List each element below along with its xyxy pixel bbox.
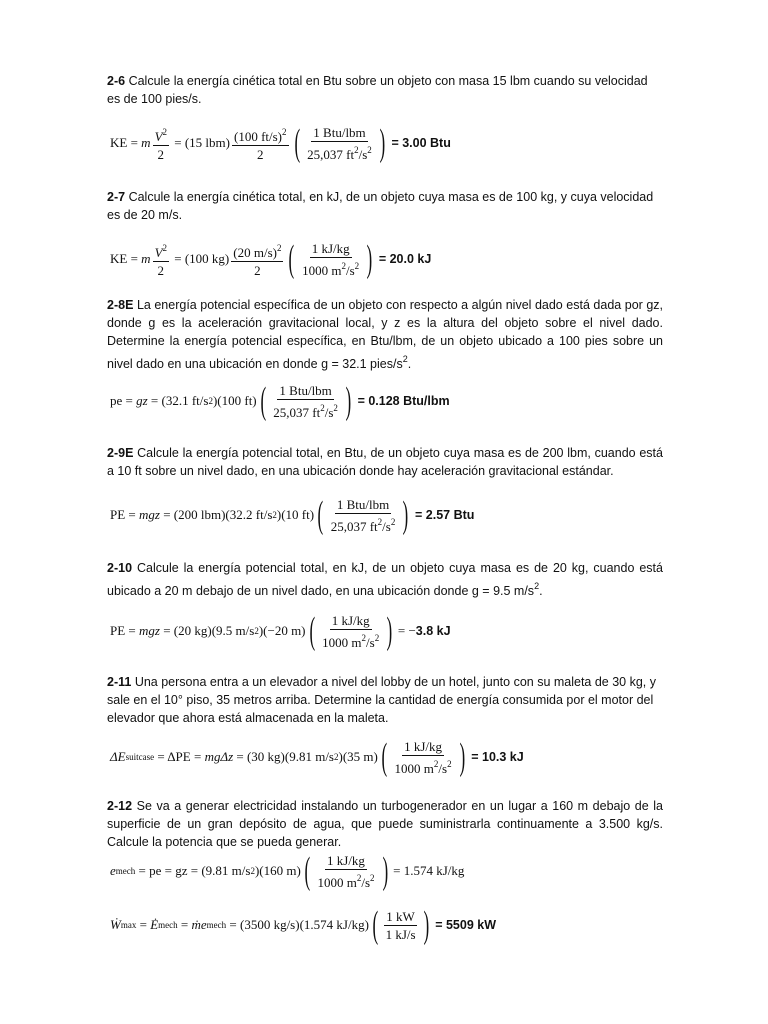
frac-den: 25,037 ft <box>307 146 355 162</box>
subscript: max <box>120 920 137 930</box>
problem-number: 2-7 <box>107 190 126 204</box>
right-paren: ) <box>366 238 373 280</box>
exponent: 2 <box>374 632 380 643</box>
result: = 5509 kW <box>435 918 497 932</box>
frac-den-tail: /s <box>361 874 370 890</box>
problem-text: Se va a generar electricidad instalando un turbogenerador en un lugar a 160 m debajo de la superficie de un gran depósito de agua, que puede suministrarla continuamente a 3.500 kg/s. Calcule la potencia que se pueda generar. <box>107 799 664 849</box>
exponent: 2 <box>208 396 213 406</box>
left-paren: ( <box>260 380 266 422</box>
fraction <box>231 241 283 278</box>
problem-text: Calcule la energía potencial total, en Btu, de un objeto cuya masa es de 200 lbm, cuando está a 10 ft sobre un nivel dado, en una ubicación donde hay aceleración gravitacional estándar. <box>107 446 663 478</box>
problem-text: Calcule la energía potencial total, en kJ, de un objeto cuya masa es de 20 kg, cuando está ubicado a 20 m debajo de un nivel dado, en una ubicación donde g = 9.5 m/s <box>107 561 663 598</box>
exponent: 2 <box>276 242 282 253</box>
frac-num: 1 kJ/kg <box>331 612 370 628</box>
equation-2-12-emech <box>110 852 464 890</box>
eq-term: = (3500 kg/s)(1.574 kJ/kg) <box>226 917 369 932</box>
problem-number: 2-12 <box>107 799 133 813</box>
right-paren: ) <box>381 850 388 892</box>
eq-term: = pe = gz <box>135 863 188 878</box>
problem-number: 2-9E <box>107 446 134 460</box>
eq-term: )(160 m) <box>254 863 301 878</box>
eq-var: m <box>141 135 151 150</box>
problem-2-10 <box>107 559 663 600</box>
exponent: 2 <box>250 866 255 876</box>
exponent: 2 <box>377 516 383 527</box>
problem-2-11 <box>107 673 663 727</box>
exponent: 2 <box>354 260 360 271</box>
frac-den: 2 <box>157 262 165 278</box>
problem-text: Calcule la energía cinética total, en kJ, de un objeto cuya masa es de 100 kg, y cuya velocidad es de 20 m/s. <box>107 190 654 222</box>
frac-num: 1 Btu/lbm <box>279 382 332 398</box>
eq-var: mgz <box>139 507 160 522</box>
frac-den: 1000 m <box>317 874 357 890</box>
eq-term: = (20 kg)(9.5 m/s <box>159 623 255 638</box>
fraction <box>384 909 418 942</box>
problem-text: La energía potencial específica de un objeto con respecto a algún nivel dado está dada por gz, donde g es la aceleración gravitacional local, y z es la altura del objeto sobre el nivel dado. Determine la energía potencial específica, en Btu/lbm, de un objeto ubicado a 100 pies sobre un nivel dado en una ubicación en donde g = 32.1 pies/s <box>107 298 664 371</box>
frac-den: 2 <box>157 146 165 162</box>
fraction <box>315 853 376 890</box>
right-paren: ) <box>423 904 429 946</box>
frac-num: (20 m/s) <box>233 244 277 260</box>
eq-term: )(−20 m) <box>258 623 306 638</box>
exponent: 2 <box>334 752 339 762</box>
subscript: mech <box>115 866 136 876</box>
frac-den: 2 <box>257 146 264 162</box>
exponent: 2 <box>354 144 359 155</box>
exponent: 2 <box>162 126 168 137</box>
subscript: suitcase <box>125 752 155 762</box>
left-paren: ( <box>381 736 388 778</box>
eq-var: ΔE <box>110 749 126 764</box>
result: = 2.57 Btu <box>415 508 475 522</box>
frac-den: 25,037 ft <box>330 518 378 534</box>
left-paren: ( <box>317 494 324 536</box>
eq-term: )(10 ft) <box>276 507 315 522</box>
eq-term: = ΔPE = <box>154 749 205 764</box>
frac-num: 1 kJ/kg <box>404 738 442 754</box>
fraction <box>153 125 169 162</box>
exponent: 2 <box>162 242 168 253</box>
problem-2-6 <box>107 72 663 108</box>
eq-term: = (30 kg)(9.81 m/s <box>233 749 334 764</box>
eq-var: mgz <box>139 623 160 638</box>
problem-2-12 <box>107 797 663 851</box>
eq-lhs: pe = <box>110 393 137 408</box>
fraction <box>305 125 374 162</box>
fraction <box>153 241 169 278</box>
equation-2-12-wmax <box>110 906 496 944</box>
left-paren: ( <box>288 238 295 280</box>
exponent: 2 <box>254 626 259 636</box>
exponent: 2 <box>367 144 372 155</box>
eq-lhs: PE = <box>110 507 140 522</box>
eq-term: = (15 lbm) <box>171 135 230 150</box>
frac-den-tail: /s <box>324 404 334 420</box>
frac-den-tail: /s <box>366 634 375 650</box>
frac-num: 1 kJ/kg <box>327 852 365 868</box>
frac-den: 1000 m <box>394 760 434 776</box>
problem-text-end: . <box>407 357 412 371</box>
frac-num: 1 Btu/lbm <box>336 496 390 512</box>
frac-den-tail: /s <box>382 518 391 534</box>
problem-text: Una persona entra a un elevador a nivel del lobby de un hotel, junto con su maleta de 30 kg, y sale en el 10° piso, 35 metros arriba. Determine la cantidad de energía consumida por el motor del elevador que ahora está almacenada en la maleta. <box>107 675 657 725</box>
problem-2-9e <box>107 444 663 480</box>
eq-term: = (32.1 ft/s <box>147 393 209 408</box>
subscript: mech <box>158 920 178 930</box>
frac-den-tail: /s <box>346 262 355 278</box>
eq-var: e <box>110 863 116 878</box>
eq-lhs: KE = <box>110 251 142 266</box>
eq-term: )(35 m) <box>338 749 378 764</box>
equation-2-10 <box>110 612 451 650</box>
equation-2-9e <box>110 496 474 534</box>
frac-num: 1 kW <box>386 908 415 924</box>
eq-lhs: PE = <box>110 623 140 638</box>
equation-2-7 <box>110 240 431 278</box>
fraction <box>393 739 454 776</box>
eq-term: = (100 kg) <box>171 251 230 266</box>
frac-den: 1 kJ/s <box>385 926 416 942</box>
exponent: 2 <box>356 872 362 883</box>
eq-var: mgΔz <box>204 749 234 764</box>
result: = 1.574 kJ/kg <box>393 863 465 878</box>
problem-number: 2-10 <box>107 561 133 575</box>
eq-term: )(100 ft) <box>212 393 257 408</box>
exponent: 2 <box>433 758 439 769</box>
result: = 0.128 Btu/lbm <box>357 394 450 408</box>
problem-text: Calcule la energía cinética total en Btu sobre un objeto con masa 15 lbm cuando su velocidad es de 100 pies/s. <box>107 74 648 106</box>
equation-2-6 <box>110 124 451 162</box>
left-paren: ( <box>308 610 315 652</box>
frac-num: 1 Btu/lbm <box>313 124 366 140</box>
frac-num: (100 ft/s) <box>233 128 283 144</box>
equation-2-11 <box>110 738 524 776</box>
exponent: 2 <box>341 260 346 271</box>
eq-term: = <box>177 917 192 932</box>
exponent: 2 <box>272 510 277 520</box>
result: = 3.00 Btu <box>391 136 451 150</box>
right-paren: ) <box>345 380 352 422</box>
frac-den: 1000 m <box>322 634 362 650</box>
right-paren: ) <box>386 610 393 652</box>
frac-den-tail: /s <box>358 146 368 162</box>
fraction <box>329 497 398 534</box>
fraction <box>300 241 361 278</box>
eq-term: = (9.81 m/s <box>187 863 251 878</box>
result-sign: = − <box>397 623 416 638</box>
frac-num: V <box>154 244 163 260</box>
left-paren: ( <box>304 850 310 892</box>
eq-var: Ẇ <box>110 917 121 932</box>
frac-num: 1 kJ/kg <box>311 240 350 256</box>
fraction <box>320 613 381 650</box>
exponent: 2 <box>402 354 408 364</box>
frac-den: 1000 m <box>302 262 342 278</box>
right-paren: ) <box>402 494 409 536</box>
problem-2-8e <box>107 296 663 373</box>
problem-number: 2-6 <box>107 74 126 88</box>
eq-term: = <box>136 917 151 932</box>
eq-var: Ė <box>150 917 159 932</box>
exponent: 2 <box>447 758 452 769</box>
eq-var: gz <box>136 393 148 408</box>
eq-lhs: KE = <box>110 135 142 150</box>
eq-var: ṁe <box>191 917 207 932</box>
frac-den: 2 <box>254 262 261 278</box>
problem-number: 2-11 <box>107 675 132 689</box>
exponent: 2 <box>534 581 540 591</box>
right-paren: ) <box>459 736 465 778</box>
frac-den: 25,037 ft <box>273 404 321 420</box>
result: 3.8 kJ <box>415 624 451 638</box>
problem-2-7 <box>107 188 663 224</box>
left-paren: ( <box>293 122 300 164</box>
result: = 10.3 kJ <box>471 750 524 764</box>
frac-den-tail: /s <box>438 760 448 776</box>
exponent: 2 <box>361 632 367 643</box>
eq-term: = (200 lbm)(32.2 ft/s <box>159 507 273 522</box>
subscript: mech <box>206 920 227 930</box>
result: = 20.0 kJ <box>378 252 432 266</box>
exponent: 2 <box>390 516 396 527</box>
left-paren: ( <box>372 904 379 946</box>
frac-num: V <box>154 128 163 144</box>
fraction <box>271 383 340 420</box>
right-paren: ) <box>379 122 385 164</box>
problem-text-end: . <box>539 584 543 598</box>
exponent: 2 <box>333 402 338 413</box>
problem-number: 2-8E <box>107 298 134 312</box>
exponent: 2 <box>282 126 287 137</box>
equation-2-8e <box>110 382 450 420</box>
exponent: 2 <box>370 872 375 883</box>
fraction <box>232 125 289 162</box>
eq-var: m <box>141 251 151 266</box>
exponent: 2 <box>320 402 325 413</box>
